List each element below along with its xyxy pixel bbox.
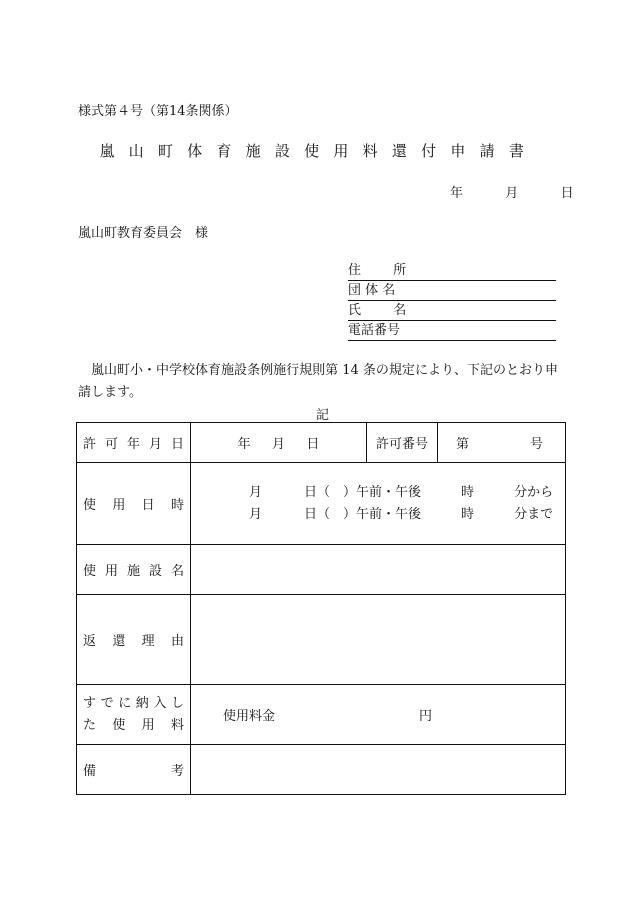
to-day: 日（ ） (304, 506, 357, 522)
record-label: 記 (316, 408, 330, 423)
usage-to-line (191, 504, 565, 526)
reason-label: 返 還 理 由 (83, 634, 184, 649)
usage-from-line (191, 482, 565, 504)
name-label-1: 氏 (348, 303, 362, 318)
date-year-label: 年 (450, 186, 464, 201)
paid-fee-label-cell (77, 685, 191, 745)
addressee: 嵐山町教育委員会 様 (78, 226, 209, 241)
date-day-label: 日 (560, 186, 574, 201)
to-month: 月 (249, 506, 263, 522)
phone-field[interactable] (348, 322, 556, 341)
date-month-label: 月 (505, 186, 519, 201)
permit-date-day: 日 (306, 437, 320, 452)
remarks-row (77, 745, 566, 795)
paid-fee-row (77, 685, 566, 745)
usage-datetime-label-cell (77, 463, 191, 545)
permit-date-year: 年 (237, 437, 251, 452)
address-field[interactable] (348, 262, 556, 281)
phone-label: 電話番号 (348, 323, 401, 338)
to-hour: 時 (461, 506, 475, 522)
to-ampm: 午前・午後 (356, 506, 422, 522)
name-label-2: 名 (393, 303, 407, 318)
facility-label-cell (77, 545, 191, 595)
remarks-label: 備 考 (83, 764, 184, 779)
permit-date-label-cell (77, 423, 191, 463)
form-number: 様式第４号（第14条関係） (78, 104, 238, 119)
permit-date-month: 月 (271, 437, 285, 452)
paid-fee-label-line2: た 使 用 料 (83, 717, 184, 733)
permit-number-suffix: 号 (529, 437, 543, 452)
fee-name: 使用料金 (223, 709, 276, 724)
usage-datetime-input[interactable] (191, 463, 566, 545)
permit-row (77, 423, 566, 463)
paid-fee-label-line1: す で に 納 入 し (83, 695, 184, 711)
from-month: 月 (249, 484, 263, 500)
reason-input[interactable] (191, 595, 566, 685)
facility-input[interactable] (191, 545, 566, 595)
remarks-label-cell (77, 745, 191, 795)
detail-table (76, 422, 566, 795)
name-field[interactable] (348, 302, 556, 321)
address-label-2: 所 (393, 263, 407, 278)
reason-row (77, 595, 566, 685)
reason-label-cell (77, 595, 191, 685)
remarks-input[interactable] (191, 745, 566, 795)
facility-row (77, 545, 566, 595)
address-label-1: 住 (348, 263, 362, 278)
permit-date-input[interactable] (191, 423, 367, 463)
permit-date-label: 許 可 年 月 日 (83, 437, 184, 452)
group-name-label: 団 体 名 (348, 283, 396, 298)
to-minute: 分まで (514, 506, 554, 522)
from-ampm: 午前・午後 (356, 484, 422, 500)
permit-number-prefix: 第 (456, 437, 470, 452)
paid-fee-input[interactable] (191, 685, 566, 745)
permit-number-label: 許可番号 (375, 437, 428, 452)
group-name-field[interactable] (348, 282, 556, 301)
from-minute: 分から (514, 484, 554, 500)
application-date (450, 182, 574, 201)
from-day: 日（ ） (304, 484, 357, 500)
facility-label: 使 用 施 設 名 (83, 564, 184, 579)
permit-number-input[interactable] (438, 423, 566, 463)
usage-datetime-label: 使 用 日 時 (83, 498, 184, 513)
from-hour: 時 (461, 484, 475, 500)
body-text: 嵐山町小・中学校体育施設条例施行規則第 14 条の規定により、下記のとおり申請します。 (78, 363, 558, 400)
permit-number-label-cell (367, 423, 438, 463)
fee-unit: 円 (419, 709, 433, 724)
usage-datetime-row (77, 463, 566, 545)
document-title: 嵐山町体育施設使用料還付申請書 (99, 142, 539, 160)
